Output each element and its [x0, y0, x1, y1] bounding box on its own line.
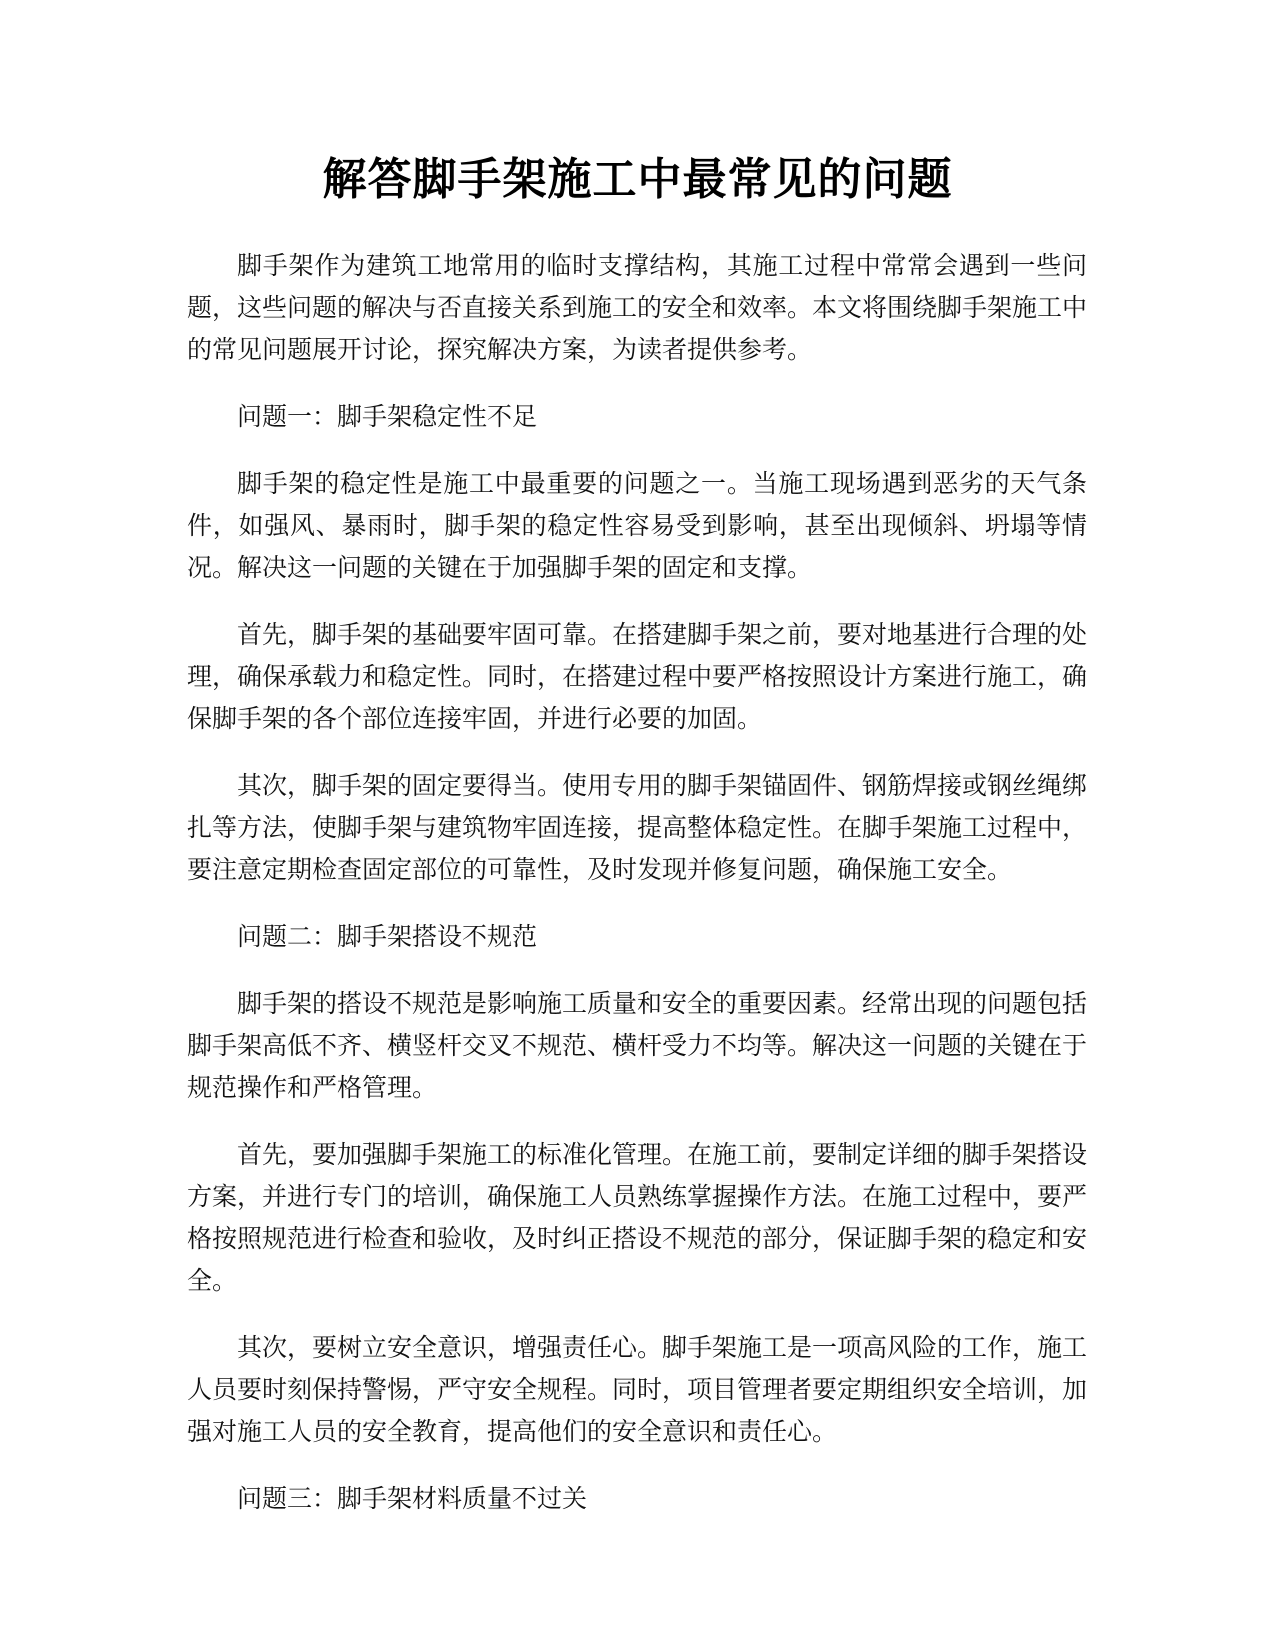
section-heading-3: 问题三：脚手架材料质量不过关 — [237, 1484, 588, 1513]
paragraph: 脚手架的稳定性是施工中最重要的问题之一。当施工现场遇到恶劣的天气条件，如强风、暴雨时，脚手架的稳定性容易受到影响，甚至出现倾斜、坍塌等情况。解决这一问题的关键在于加强脚手架的固定和支撑。 — [187, 469, 1087, 582]
document-title: 解答脚手架施工中最常见的问题 — [322, 154, 953, 205]
document-body — [187, 245, 1087, 1545]
section-heading-2: 问题二：脚手架搭设不规范 — [237, 922, 538, 951]
paragraph: 首先，要加强脚手架施工的标准化管理。在施工前，要制定详细的脚手架搭设方案，并进行专门的培训，确保施工人员熟练掌握操作方法。在施工过程中，要严格按照规范进行检查和验收，及时纠正搭设不规范的部分，保证脚手架的稳定和安全。 — [187, 1140, 1088, 1295]
paragraph: 其次，脚手架的固定要得当。使用专用的脚手架锚固件、钢筋焊接或钢丝绳绑扎等方法，使脚手架与建筑物牢固连接，提高整体稳定性。在脚手架施工过程中，要注意定期检查固定部位的可靠性，及时发现并修复问题，确保施工安全。 — [187, 771, 1088, 884]
paragraph: 其次，要树立安全意识，增强责任心。脚手架施工是一项高风险的工作，施工人员要时刻保持警惕，严守安全规程。同时，项目管理者要定期组织安全培训，加强对施工人员的安全教育，提高他们的安全意识和责任心。 — [187, 1333, 1088, 1446]
paragraph-intro: 脚手架作为建筑工地常用的临时支撑结构，其施工过程中常常会遇到一些问题，这些问题的解决与否直接关系到施工的安全和效率。本文将围绕脚手架施工中的常见问题展开讨论，探究解决方案，为读者提供参考。 — [187, 251, 1088, 364]
paragraph: 脚手架的搭设不规范是影响施工质量和安全的重要因素。经常出现的问题包括脚手架高低不齐、横竖杆交叉不规范、横杆受力不均等。解决这一问题的关键在于规范操作和严格管理。 — [187, 989, 1088, 1102]
section-heading-1: 问题一：脚手架稳定性不足 — [237, 402, 538, 431]
paragraph: 首先，脚手架的基础要牢固可靠。在搭建脚手架之前，要对地基进行合理的处理，确保承载力和稳定性。同时，在搭建过程中要严格按照设计方案进行施工，确保脚手架的各个部位连接牢固，并进行必要的加固。 — [187, 620, 1088, 733]
